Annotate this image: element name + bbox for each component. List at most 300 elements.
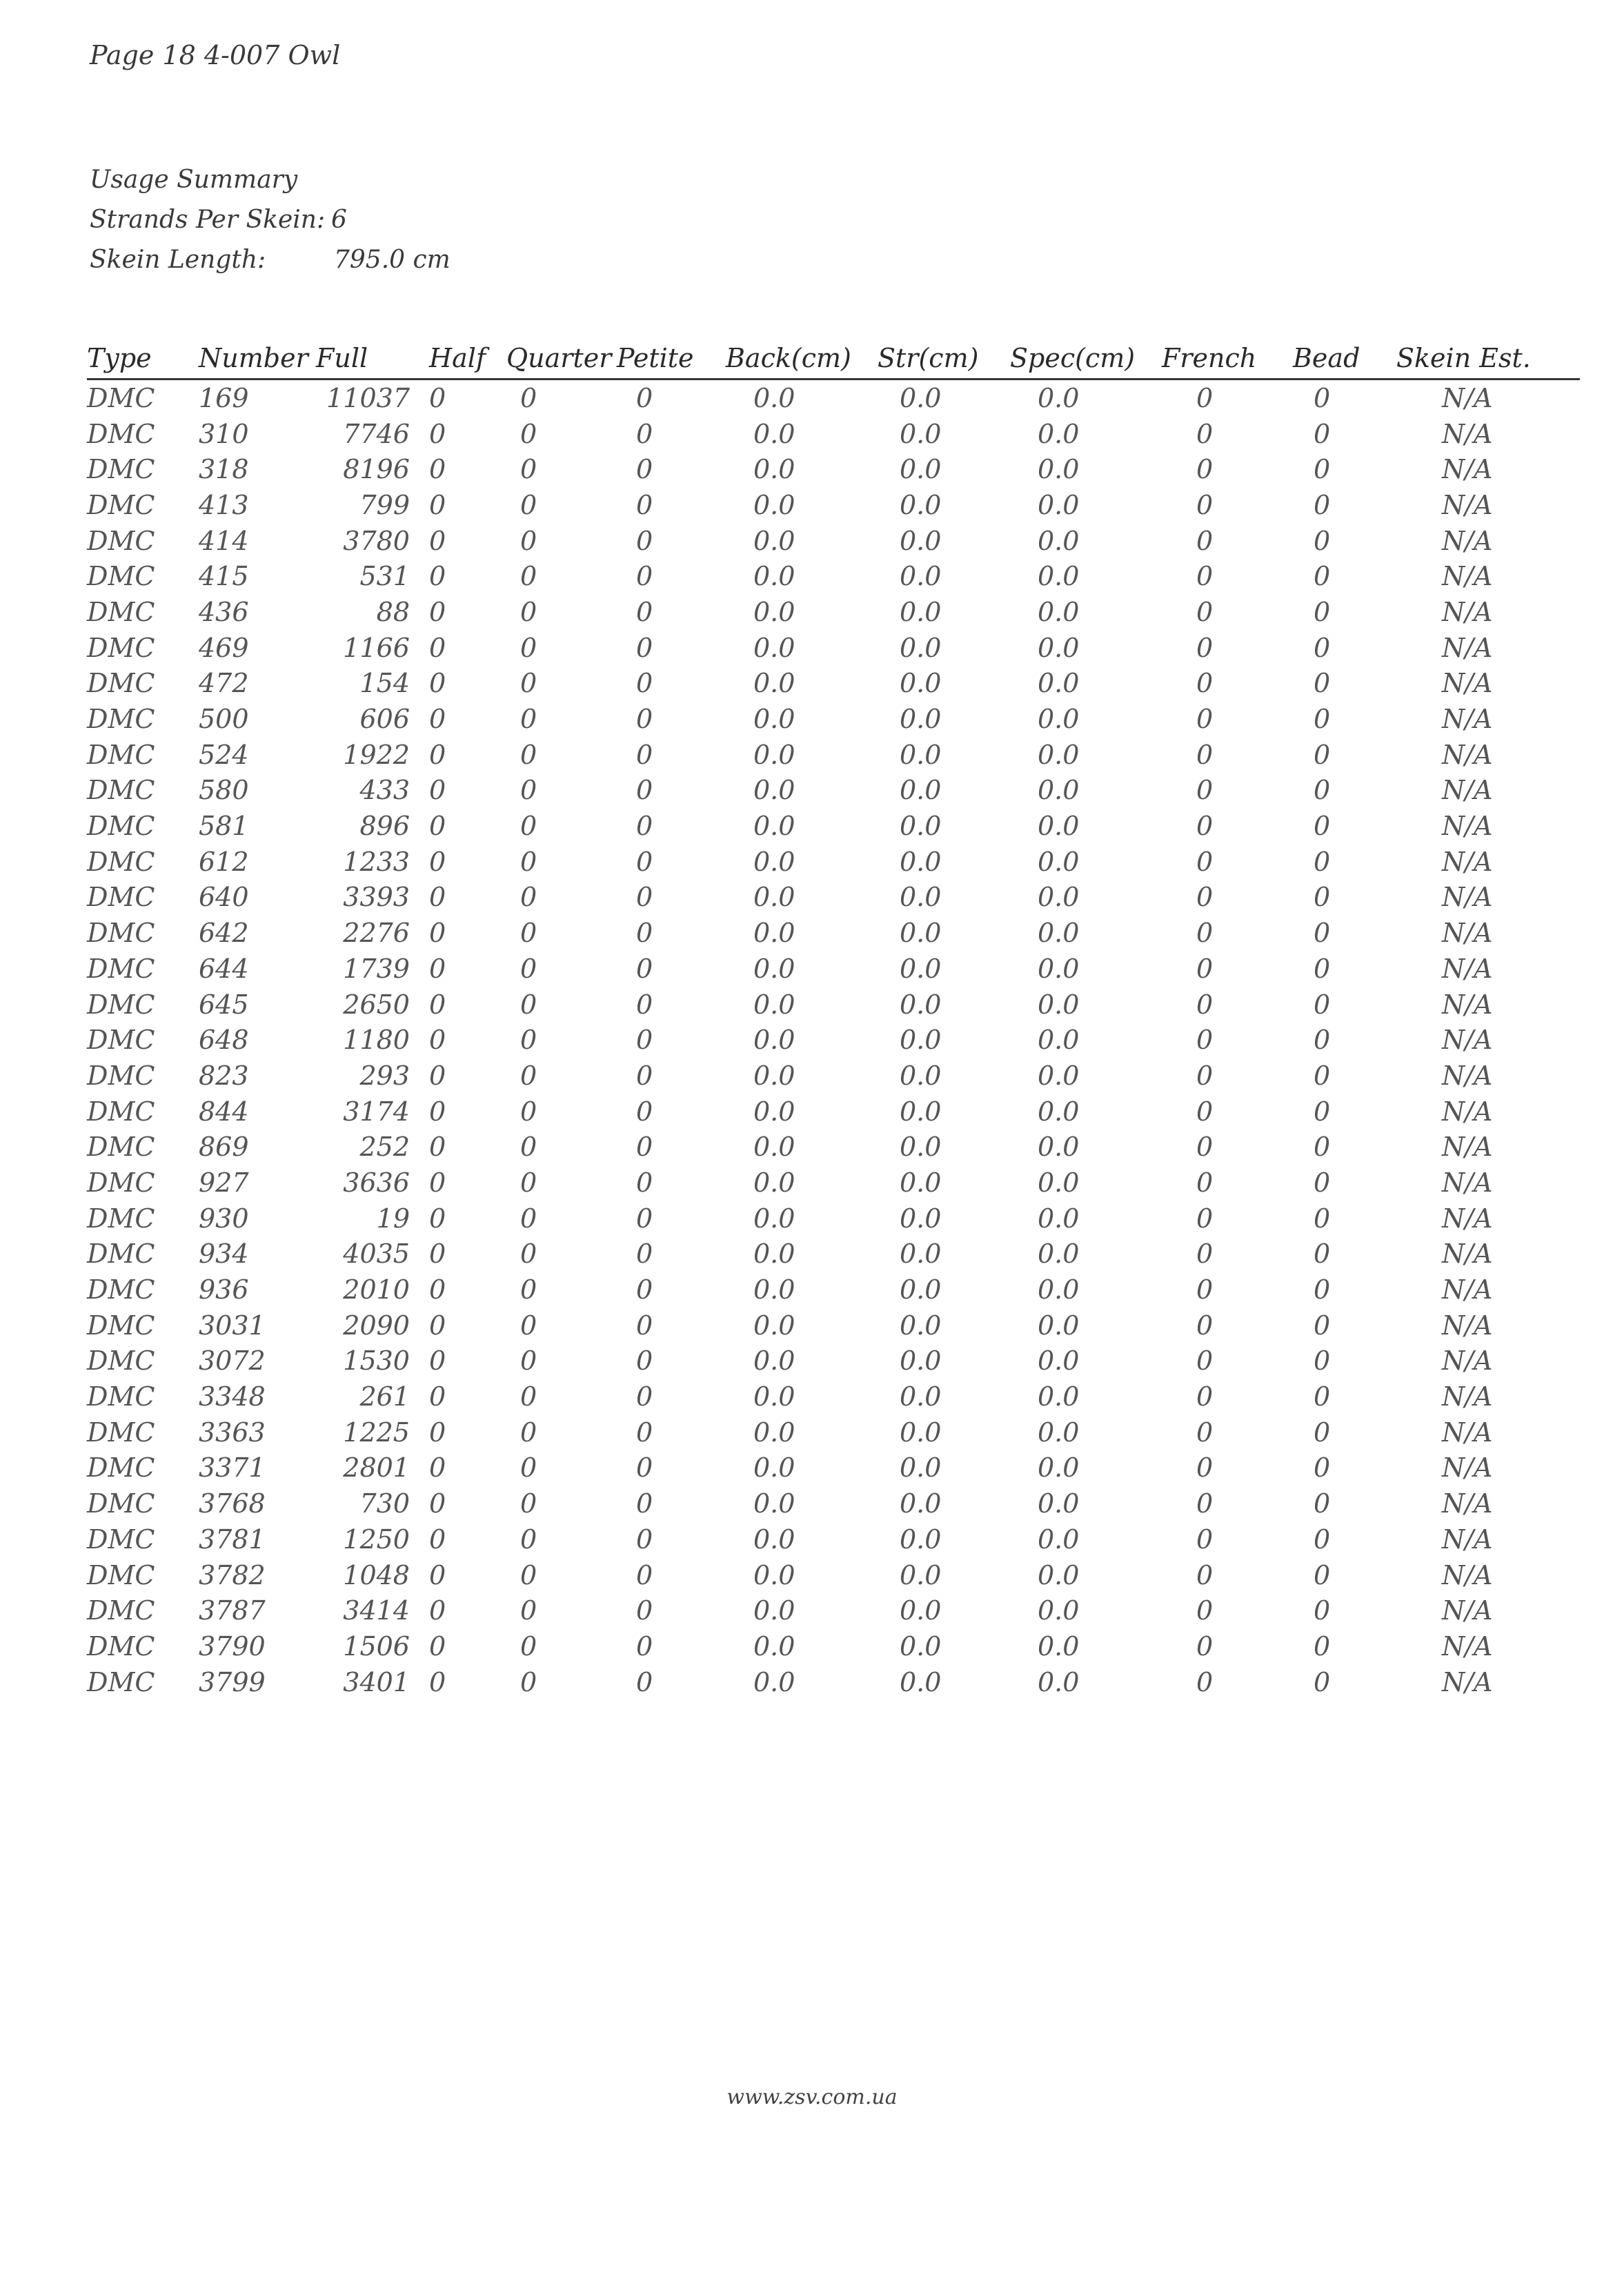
cell-half: 0 bbox=[429, 1239, 446, 1270]
cell-back: 0.0 bbox=[753, 739, 795, 770]
cell-half: 0 bbox=[429, 1025, 446, 1056]
cell-full: 531 bbox=[359, 561, 410, 592]
cell-back: 0.0 bbox=[753, 1452, 795, 1483]
cell-skein-est: N/A bbox=[1442, 846, 1493, 877]
cell-back: 0.0 bbox=[753, 989, 795, 1020]
cell-full: 433 bbox=[359, 775, 410, 806]
cell-bead: 0 bbox=[1314, 1346, 1331, 1377]
cell-petite: 0 bbox=[636, 846, 653, 877]
cell-spec: 0.0 bbox=[1038, 1310, 1080, 1341]
cell-back: 0.0 bbox=[753, 1595, 795, 1626]
cell-spec: 0.0 bbox=[1038, 1203, 1080, 1234]
cell-number: 3371 bbox=[199, 1452, 266, 1483]
table-row bbox=[87, 1593, 1580, 1628]
cell-type: DMC bbox=[87, 1203, 155, 1234]
cell-half: 0 bbox=[429, 1096, 446, 1127]
cell-half: 0 bbox=[429, 953, 446, 984]
cell-type: DMC bbox=[87, 953, 155, 984]
cell-back: 0.0 bbox=[753, 704, 795, 735]
cell-quarter: 0 bbox=[520, 561, 537, 592]
cell-number: 648 bbox=[199, 1025, 249, 1056]
cell-number: 415 bbox=[199, 561, 249, 592]
cell-skein-est: N/A bbox=[1442, 1346, 1493, 1377]
cell-bead: 0 bbox=[1314, 1167, 1331, 1198]
cell-str: 0.0 bbox=[900, 704, 942, 735]
cell-full: 3780 bbox=[343, 525, 410, 556]
cell-french: 0 bbox=[1196, 1203, 1214, 1234]
cell-french: 0 bbox=[1196, 775, 1214, 806]
cell-full: 2276 bbox=[343, 918, 410, 949]
cell-petite: 0 bbox=[636, 1274, 653, 1305]
header-french: French bbox=[1162, 338, 1293, 379]
cell-type: DMC bbox=[87, 1595, 155, 1626]
cell-full: 1166 bbox=[343, 632, 410, 663]
cell-str: 0.0 bbox=[900, 1239, 942, 1270]
cell-half: 0 bbox=[429, 525, 446, 556]
cell-half: 0 bbox=[429, 668, 446, 699]
cell-petite: 0 bbox=[636, 1595, 653, 1626]
cell-full: 1233 bbox=[343, 846, 410, 877]
cell-petite: 0 bbox=[636, 1559, 653, 1590]
cell-number: 3790 bbox=[199, 1630, 266, 1662]
table-row bbox=[87, 1379, 1580, 1414]
cell-spec: 0.0 bbox=[1038, 1060, 1080, 1091]
cell-full: 11037 bbox=[326, 382, 410, 413]
cell-bead: 0 bbox=[1314, 739, 1331, 770]
cell-french: 0 bbox=[1196, 418, 1214, 449]
cell-skein-est: N/A bbox=[1442, 1239, 1493, 1270]
cell-quarter: 0 bbox=[520, 953, 537, 984]
cell-number: 869 bbox=[199, 1132, 249, 1163]
cell-skein-est: N/A bbox=[1442, 953, 1493, 984]
cell-quarter: 0 bbox=[520, 1346, 537, 1377]
table-row bbox=[87, 1486, 1580, 1521]
cell-french: 0 bbox=[1196, 489, 1214, 520]
header-str: Str(cm) bbox=[878, 338, 1010, 379]
table-row bbox=[87, 379, 1580, 416]
cell-spec: 0.0 bbox=[1038, 1167, 1080, 1198]
cell-quarter: 0 bbox=[520, 1595, 537, 1626]
cell-type: DMC bbox=[87, 811, 155, 842]
cell-back: 0.0 bbox=[753, 1666, 795, 1697]
cell-french: 0 bbox=[1196, 846, 1214, 877]
cell-quarter: 0 bbox=[520, 989, 537, 1020]
cell-full: 7746 bbox=[343, 418, 410, 449]
cell-full: 2650 bbox=[343, 989, 410, 1020]
cell-skein-est: N/A bbox=[1442, 1595, 1493, 1626]
cell-full: 261 bbox=[359, 1381, 410, 1412]
cell-half: 0 bbox=[429, 811, 446, 842]
cell-back: 0.0 bbox=[753, 846, 795, 877]
cell-spec: 0.0 bbox=[1038, 775, 1080, 806]
cell-str: 0.0 bbox=[900, 418, 942, 449]
cell-spec: 0.0 bbox=[1038, 704, 1080, 735]
cell-full: 4035 bbox=[343, 1239, 410, 1270]
cell-french: 0 bbox=[1196, 918, 1214, 949]
cell-type: DMC bbox=[87, 1488, 155, 1519]
cell-spec: 0.0 bbox=[1038, 1417, 1080, 1448]
length-value: 795.0 cm bbox=[334, 246, 450, 274]
cell-type: DMC bbox=[87, 1381, 155, 1412]
cell-bead: 0 bbox=[1314, 1630, 1331, 1662]
cell-type: DMC bbox=[87, 1524, 155, 1555]
cell-bead: 0 bbox=[1314, 1239, 1331, 1270]
cell-type: DMC bbox=[87, 1025, 155, 1056]
cell-full: 3401 bbox=[343, 1666, 410, 1697]
cell-full: 252 bbox=[359, 1132, 410, 1163]
cell-bead: 0 bbox=[1314, 1203, 1331, 1234]
cell-back: 0.0 bbox=[753, 1132, 795, 1163]
cell-back: 0.0 bbox=[753, 561, 795, 592]
cell-skein-est: N/A bbox=[1442, 1452, 1493, 1483]
table-row bbox=[87, 523, 1580, 559]
cell-back: 0.0 bbox=[753, 1381, 795, 1412]
cell-skein-est: N/A bbox=[1442, 1381, 1493, 1412]
cell-type: DMC bbox=[87, 1417, 155, 1448]
cell-french: 0 bbox=[1196, 704, 1214, 735]
cell-french: 0 bbox=[1196, 596, 1214, 627]
cell-quarter: 0 bbox=[520, 596, 537, 627]
cell-half: 0 bbox=[429, 454, 446, 485]
cell-type: DMC bbox=[87, 1167, 155, 1198]
cell-bead: 0 bbox=[1314, 418, 1331, 449]
cell-full: 1225 bbox=[343, 1417, 410, 1448]
cell-spec: 0.0 bbox=[1038, 454, 1080, 485]
cell-skein-est: N/A bbox=[1442, 775, 1493, 806]
cell-str: 0.0 bbox=[900, 1488, 942, 1519]
cell-str: 0.0 bbox=[900, 489, 942, 520]
table-row bbox=[87, 1308, 1580, 1343]
cell-petite: 0 bbox=[636, 1488, 653, 1519]
cell-number: 310 bbox=[199, 418, 249, 449]
cell-type: DMC bbox=[87, 1096, 155, 1127]
cell-petite: 0 bbox=[636, 1096, 653, 1127]
cell-bead: 0 bbox=[1314, 989, 1331, 1020]
cell-bead: 0 bbox=[1314, 1524, 1331, 1555]
cell-petite: 0 bbox=[636, 596, 653, 627]
cell-number: 3031 bbox=[199, 1310, 266, 1341]
cell-petite: 0 bbox=[636, 382, 653, 413]
cell-petite: 0 bbox=[636, 811, 653, 842]
cell-str: 0.0 bbox=[900, 1595, 942, 1626]
cell-bead: 0 bbox=[1314, 918, 1331, 949]
cell-back: 0.0 bbox=[753, 882, 795, 913]
cell-french: 0 bbox=[1196, 1239, 1214, 1270]
cell-type: DMC bbox=[87, 1274, 155, 1305]
cell-petite: 0 bbox=[636, 739, 653, 770]
cell-spec: 0.0 bbox=[1038, 525, 1080, 556]
cell-french: 0 bbox=[1196, 1524, 1214, 1555]
header-quarter: Quarter bbox=[506, 338, 617, 379]
cell-number: 640 bbox=[199, 882, 249, 913]
cell-half: 0 bbox=[429, 704, 446, 735]
cell-full: 1530 bbox=[343, 1346, 410, 1377]
cell-number: 169 bbox=[199, 382, 249, 413]
cell-quarter: 0 bbox=[520, 811, 537, 842]
cell-skein-est: N/A bbox=[1442, 418, 1493, 449]
cell-skein-est: N/A bbox=[1442, 1524, 1493, 1555]
table-row bbox=[87, 1664, 1580, 1700]
cell-skein-est: N/A bbox=[1442, 1274, 1493, 1305]
cell-str: 0.0 bbox=[900, 1346, 942, 1377]
cell-full: 154 bbox=[359, 668, 410, 699]
cell-half: 0 bbox=[429, 918, 446, 949]
cell-skein-est: N/A bbox=[1442, 489, 1493, 520]
usage-summary bbox=[90, 160, 450, 280]
cell-spec: 0.0 bbox=[1038, 811, 1080, 842]
cell-skein-est: N/A bbox=[1442, 382, 1493, 413]
cell-half: 0 bbox=[429, 632, 446, 663]
cell-petite: 0 bbox=[636, 1524, 653, 1555]
cell-quarter: 0 bbox=[520, 882, 537, 913]
cell-type: DMC bbox=[87, 739, 155, 770]
cell-spec: 0.0 bbox=[1038, 1595, 1080, 1626]
cell-petite: 0 bbox=[636, 1203, 653, 1234]
cell-full: 799 bbox=[359, 489, 410, 520]
cell-quarter: 0 bbox=[520, 1310, 537, 1341]
table-row bbox=[87, 1521, 1580, 1557]
cell-str: 0.0 bbox=[900, 454, 942, 485]
cell-number: 844 bbox=[199, 1096, 249, 1127]
cell-str: 0.0 bbox=[900, 1381, 942, 1412]
cell-back: 0.0 bbox=[753, 489, 795, 520]
cell-full: 293 bbox=[359, 1060, 410, 1091]
cell-str: 0.0 bbox=[900, 918, 942, 949]
cell-str: 0.0 bbox=[900, 632, 942, 663]
cell-half: 0 bbox=[429, 775, 446, 806]
cell-number: 3072 bbox=[199, 1346, 266, 1377]
cell-number: 500 bbox=[199, 704, 249, 735]
cell-number: 936 bbox=[199, 1274, 249, 1305]
cell-skein-est: N/A bbox=[1442, 989, 1493, 1020]
cell-french: 0 bbox=[1196, 1417, 1214, 1448]
cell-quarter: 0 bbox=[520, 1203, 537, 1234]
summary-title: Usage Summary bbox=[90, 166, 298, 194]
cell-french: 0 bbox=[1196, 1559, 1214, 1590]
cell-back: 0.0 bbox=[753, 418, 795, 449]
cell-quarter: 0 bbox=[520, 1417, 537, 1448]
cell-full: 1180 bbox=[343, 1025, 410, 1056]
cell-back: 0.0 bbox=[753, 1060, 795, 1091]
cell-french: 0 bbox=[1196, 882, 1214, 913]
cell-quarter: 0 bbox=[520, 1096, 537, 1127]
cell-skein-est: N/A bbox=[1442, 1096, 1493, 1127]
cell-back: 0.0 bbox=[753, 953, 795, 984]
cell-french: 0 bbox=[1196, 454, 1214, 485]
cell-str: 0.0 bbox=[900, 525, 942, 556]
cell-spec: 0.0 bbox=[1038, 1524, 1080, 1555]
cell-bead: 0 bbox=[1314, 1452, 1331, 1483]
cell-petite: 0 bbox=[636, 1239, 653, 1270]
cell-french: 0 bbox=[1196, 1488, 1214, 1519]
table-row bbox=[87, 1022, 1580, 1058]
cell-french: 0 bbox=[1196, 739, 1214, 770]
cell-quarter: 0 bbox=[520, 1630, 537, 1662]
cell-str: 0.0 bbox=[900, 882, 942, 913]
cell-type: DMC bbox=[87, 525, 155, 556]
cell-bead: 0 bbox=[1314, 1274, 1331, 1305]
cell-skein-est: N/A bbox=[1442, 1060, 1493, 1091]
header-skein-est: Skein Est. bbox=[1396, 338, 1580, 379]
table-row bbox=[87, 1201, 1580, 1236]
table-row bbox=[87, 773, 1580, 809]
strands-label: Strands Per Skein: bbox=[90, 206, 326, 234]
cell-skein-est: N/A bbox=[1442, 1025, 1493, 1056]
header-half: Half bbox=[429, 338, 506, 379]
cell-number: 580 bbox=[199, 775, 249, 806]
cell-petite: 0 bbox=[636, 454, 653, 485]
cell-back: 0.0 bbox=[753, 668, 795, 699]
cell-skein-est: N/A bbox=[1442, 454, 1493, 485]
cell-number: 927 bbox=[199, 1167, 249, 1198]
cell-number: 642 bbox=[199, 918, 249, 949]
table-row bbox=[87, 701, 1580, 737]
cell-bead: 0 bbox=[1314, 882, 1331, 913]
cell-bead: 0 bbox=[1314, 1096, 1331, 1127]
table-row bbox=[87, 558, 1580, 594]
cell-quarter: 0 bbox=[520, 489, 537, 520]
cell-str: 0.0 bbox=[900, 1096, 942, 1127]
cell-type: DMC bbox=[87, 775, 155, 806]
cell-spec: 0.0 bbox=[1038, 1559, 1080, 1590]
cell-full: 8196 bbox=[343, 454, 410, 485]
cell-petite: 0 bbox=[636, 1060, 653, 1091]
cell-petite: 0 bbox=[636, 1132, 653, 1163]
cell-half: 0 bbox=[429, 1630, 446, 1662]
cell-quarter: 0 bbox=[520, 739, 537, 770]
cell-bead: 0 bbox=[1314, 1381, 1331, 1412]
cell-back: 0.0 bbox=[753, 596, 795, 627]
cell-quarter: 0 bbox=[520, 525, 537, 556]
cell-back: 0.0 bbox=[753, 454, 795, 485]
cell-type: DMC bbox=[87, 489, 155, 520]
cell-back: 0.0 bbox=[753, 1310, 795, 1341]
cell-type: DMC bbox=[87, 561, 155, 592]
cell-bead: 0 bbox=[1314, 1310, 1331, 1341]
cell-french: 0 bbox=[1196, 632, 1214, 663]
header-spec: Spec(cm) bbox=[1010, 338, 1162, 379]
cell-number: 3348 bbox=[199, 1381, 266, 1412]
cell-skein-est: N/A bbox=[1442, 1167, 1493, 1198]
header-petite: Petite bbox=[617, 338, 726, 379]
cell-back: 0.0 bbox=[753, 1417, 795, 1448]
cell-str: 0.0 bbox=[900, 739, 942, 770]
cell-quarter: 0 bbox=[520, 846, 537, 877]
table-row bbox=[87, 487, 1580, 523]
cell-bead: 0 bbox=[1314, 632, 1331, 663]
cell-spec: 0.0 bbox=[1038, 1096, 1080, 1127]
cell-spec: 0.0 bbox=[1038, 1630, 1080, 1662]
table-row bbox=[87, 1236, 1580, 1272]
strands-value: 6 bbox=[331, 206, 347, 234]
cell-quarter: 0 bbox=[520, 775, 537, 806]
cell-petite: 0 bbox=[636, 1025, 653, 1056]
cell-full: 1922 bbox=[343, 739, 410, 770]
footer-url: www.zsv.com.ua bbox=[726, 2085, 898, 2109]
cell-type: DMC bbox=[87, 668, 155, 699]
cell-bead: 0 bbox=[1314, 1417, 1331, 1448]
cell-skein-est: N/A bbox=[1442, 596, 1493, 627]
cell-full: 3636 bbox=[343, 1167, 410, 1198]
cell-half: 0 bbox=[429, 1274, 446, 1305]
cell-skein-est: N/A bbox=[1442, 1132, 1493, 1163]
cell-half: 0 bbox=[429, 1203, 446, 1234]
cell-half: 0 bbox=[429, 418, 446, 449]
cell-number: 581 bbox=[199, 811, 249, 842]
cell-str: 0.0 bbox=[900, 989, 942, 1020]
cell-back: 0.0 bbox=[753, 525, 795, 556]
table-row bbox=[87, 737, 1580, 773]
cell-str: 0.0 bbox=[900, 811, 942, 842]
cell-half: 0 bbox=[429, 1666, 446, 1697]
cell-french: 0 bbox=[1196, 1310, 1214, 1341]
cell-spec: 0.0 bbox=[1038, 918, 1080, 949]
cell-type: DMC bbox=[87, 1132, 155, 1163]
cell-half: 0 bbox=[429, 989, 446, 1020]
cell-half: 0 bbox=[429, 489, 446, 520]
cell-number: 3781 bbox=[199, 1524, 266, 1555]
cell-bead: 0 bbox=[1314, 775, 1331, 806]
cell-spec: 0.0 bbox=[1038, 1239, 1080, 1270]
header-number: Number bbox=[199, 338, 316, 379]
cell-type: DMC bbox=[87, 1452, 155, 1483]
cell-french: 0 bbox=[1196, 1167, 1214, 1198]
cell-half: 0 bbox=[429, 1132, 446, 1163]
cell-full: 3414 bbox=[343, 1595, 410, 1626]
cell-half: 0 bbox=[429, 1060, 446, 1091]
cell-str: 0.0 bbox=[900, 953, 942, 984]
cell-bead: 0 bbox=[1314, 1666, 1331, 1697]
table-row bbox=[87, 1165, 1580, 1201]
table-body bbox=[87, 379, 1580, 1700]
cell-quarter: 0 bbox=[520, 668, 537, 699]
cell-petite: 0 bbox=[636, 775, 653, 806]
cell-spec: 0.0 bbox=[1038, 632, 1080, 663]
cell-quarter: 0 bbox=[520, 1666, 537, 1697]
cell-spec: 0.0 bbox=[1038, 882, 1080, 913]
cell-full: 2090 bbox=[343, 1310, 410, 1341]
header-type: Type bbox=[87, 338, 199, 379]
cell-skein-est: N/A bbox=[1442, 561, 1493, 592]
strands-row bbox=[90, 200, 450, 240]
cell-number: 3768 bbox=[199, 1488, 266, 1519]
cell-back: 0.0 bbox=[753, 918, 795, 949]
cell-half: 0 bbox=[429, 382, 446, 413]
cell-bead: 0 bbox=[1314, 668, 1331, 699]
cell-bead: 0 bbox=[1314, 846, 1331, 877]
cell-bead: 0 bbox=[1314, 561, 1331, 592]
cell-bead: 0 bbox=[1314, 1025, 1331, 1056]
cell-str: 0.0 bbox=[900, 382, 942, 413]
cell-skein-est: N/A bbox=[1442, 1203, 1493, 1234]
cell-french: 0 bbox=[1196, 1346, 1214, 1377]
cell-quarter: 0 bbox=[520, 1167, 537, 1198]
cell-skein-est: N/A bbox=[1442, 811, 1493, 842]
cell-number: 524 bbox=[199, 739, 249, 770]
cell-spec: 0.0 bbox=[1038, 596, 1080, 627]
cell-str: 0.0 bbox=[900, 1630, 942, 1662]
cell-type: DMC bbox=[87, 1630, 155, 1662]
cell-french: 0 bbox=[1196, 1452, 1214, 1483]
cell-petite: 0 bbox=[636, 953, 653, 984]
cell-str: 0.0 bbox=[900, 775, 942, 806]
cell-skein-est: N/A bbox=[1442, 1630, 1493, 1662]
cell-full: 1506 bbox=[343, 1630, 410, 1662]
cell-str: 0.0 bbox=[900, 1452, 942, 1483]
cell-number: 413 bbox=[199, 489, 249, 520]
cell-half: 0 bbox=[429, 561, 446, 592]
cell-half: 0 bbox=[429, 739, 446, 770]
